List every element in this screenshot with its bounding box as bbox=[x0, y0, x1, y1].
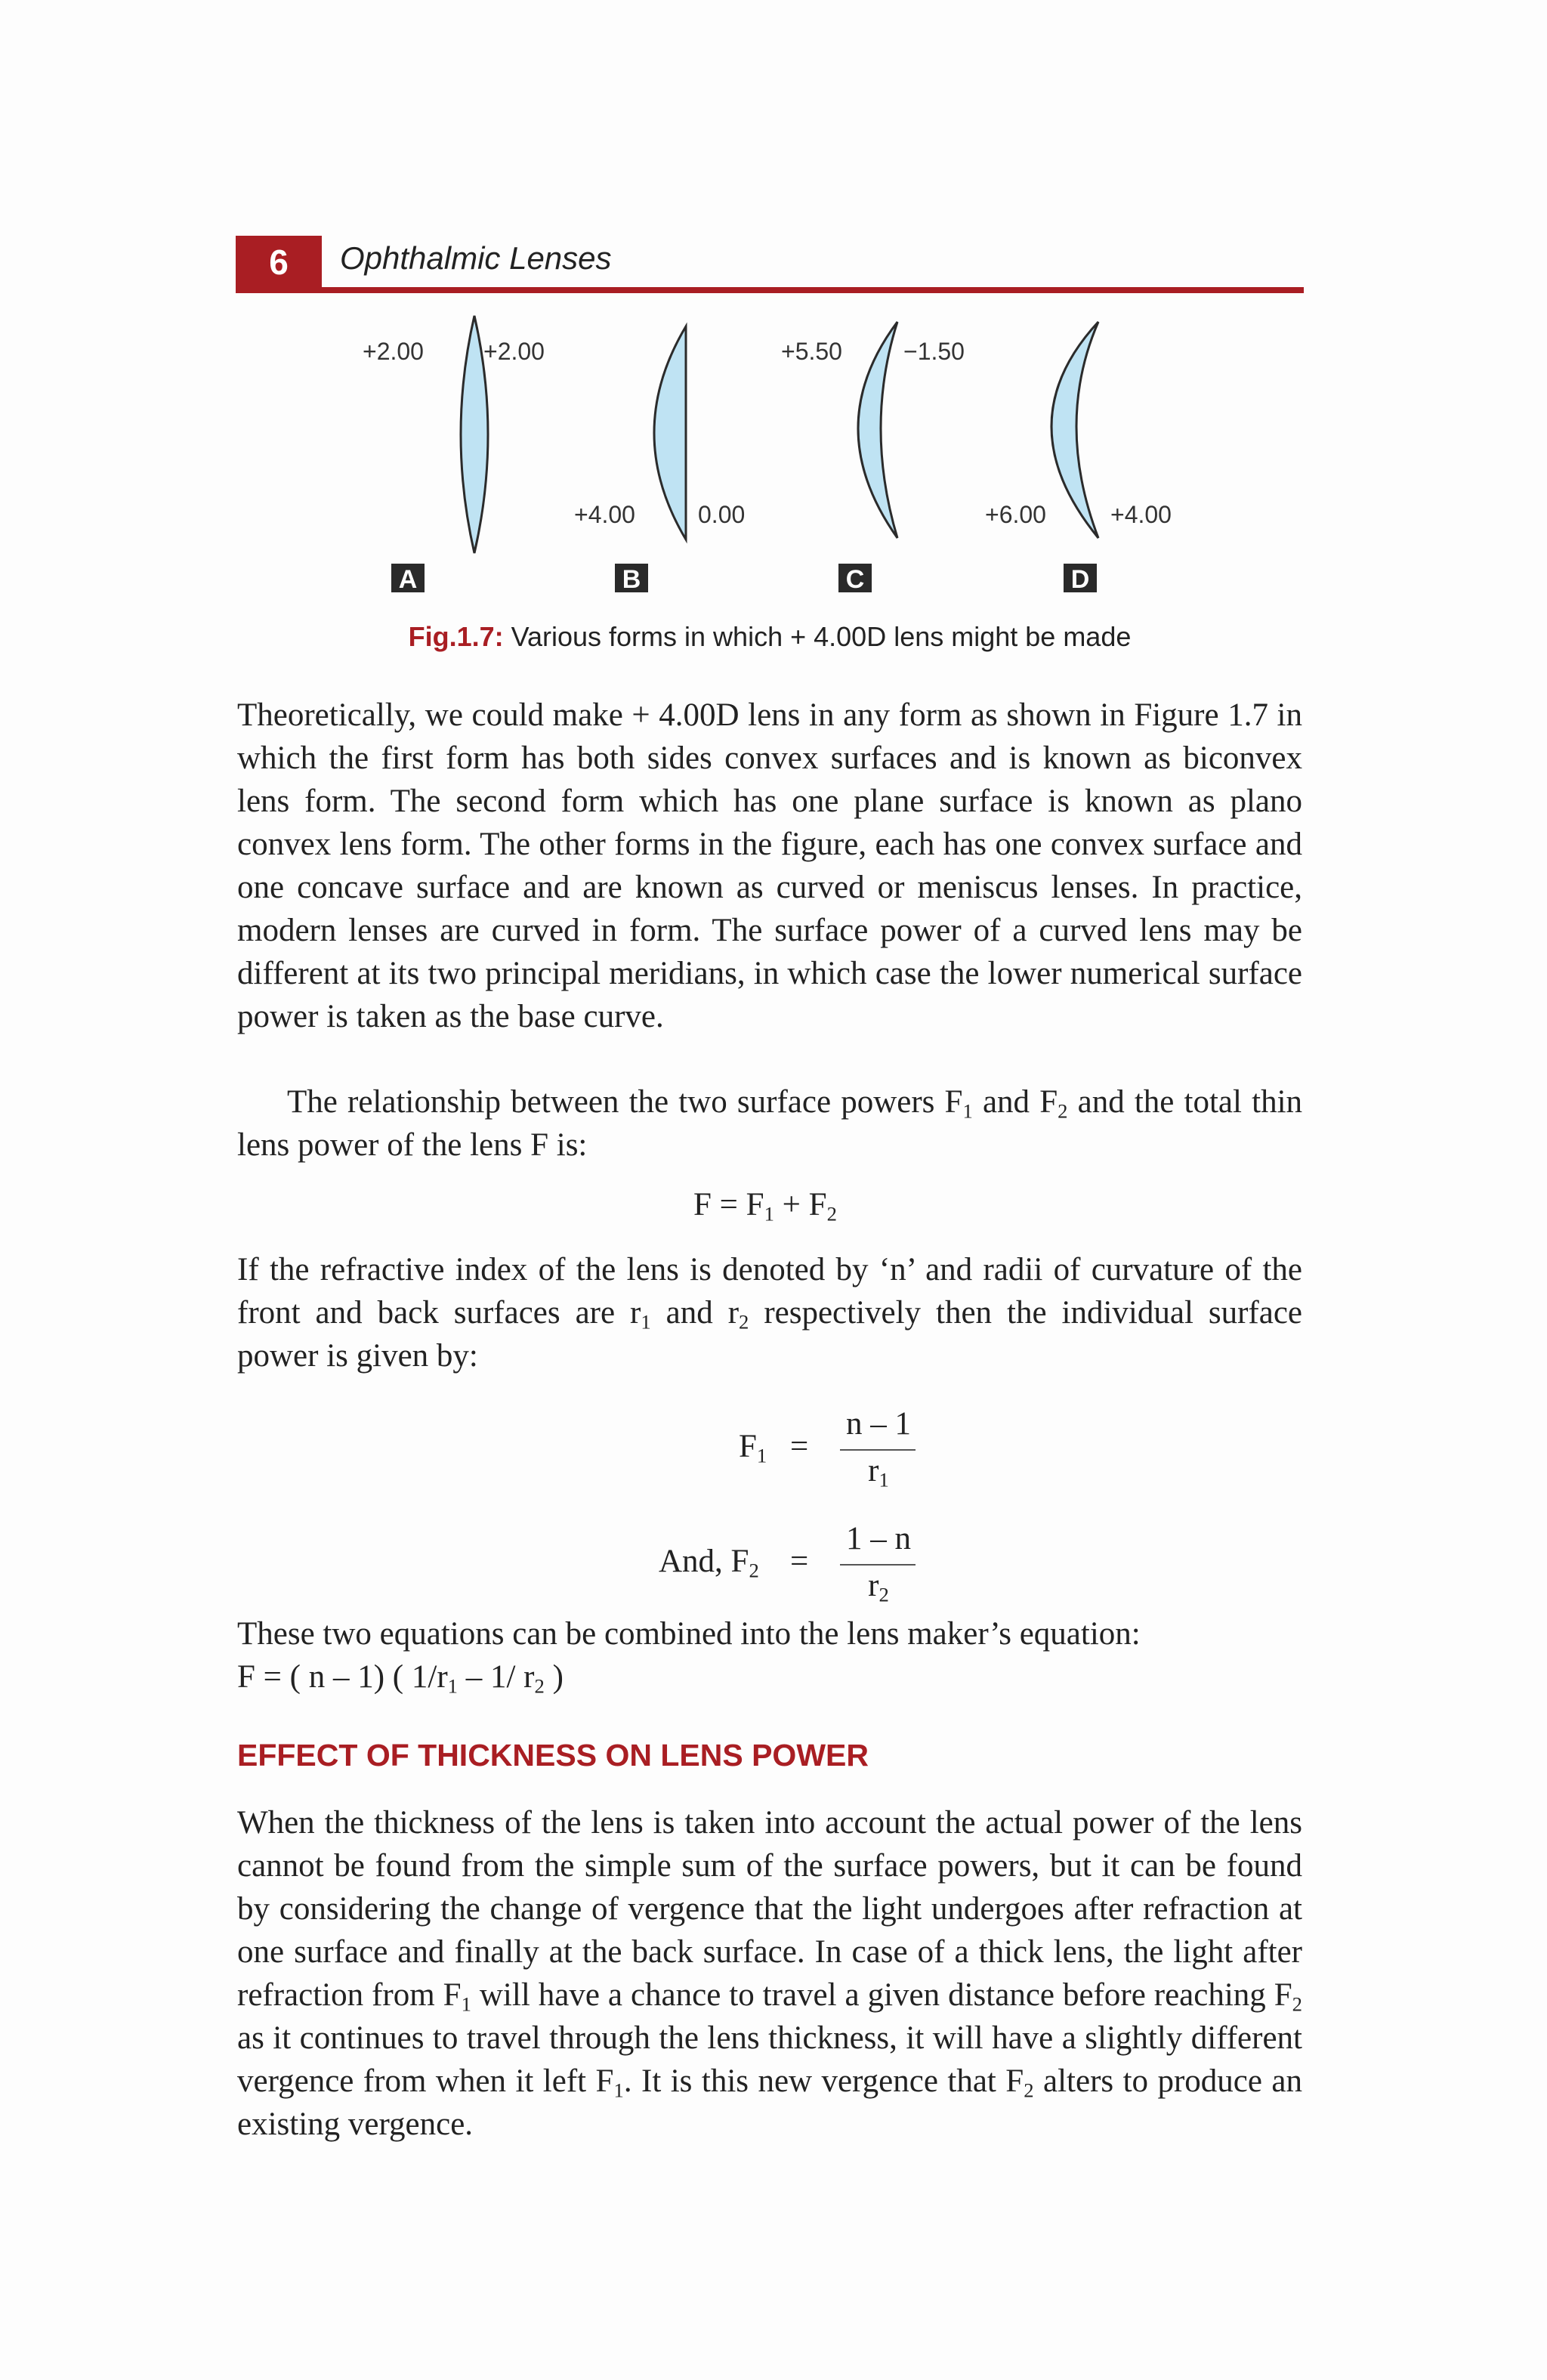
text-run: F = ( n – 1) ( 1/r bbox=[237, 1659, 448, 1695]
figure-caption bbox=[236, 621, 1304, 653]
lens-d bbox=[985, 322, 1172, 594]
equation-f2-denominator bbox=[837, 1567, 920, 1604]
text-run: and F bbox=[972, 1084, 1058, 1120]
equation-f2-equals: = bbox=[790, 1544, 809, 1579]
subscript: 2 bbox=[749, 1559, 759, 1582]
section-heading: EFFECT OF THICKNESS ON LENS POWER bbox=[237, 1738, 869, 1773]
lens-d-shape bbox=[1051, 322, 1098, 538]
paragraph-thickness bbox=[237, 1801, 1302, 2146]
fraction-bar bbox=[840, 1564, 916, 1566]
subscript: 1 bbox=[641, 1310, 651, 1334]
lens-b-left-power: +4.00 bbox=[574, 501, 635, 528]
equation-f1-denominator bbox=[837, 1452, 920, 1489]
subscript: 2 bbox=[739, 1310, 749, 1334]
lens-d-tag: D bbox=[1070, 565, 1090, 594]
subscript: 1 bbox=[756, 1444, 767, 1467]
text-run: . It is this new vergence that F bbox=[623, 2063, 1024, 2099]
equation-total-power bbox=[693, 1186, 837, 1226]
text-run: These two equations can be combined into the lens maker’s equation: bbox=[237, 1616, 1141, 1652]
subscript: 1 bbox=[461, 1992, 471, 2016]
lens-a-right-power: +2.00 bbox=[483, 338, 545, 365]
paragraph-forms: Theoretically, we could make + 4.00D lens in any form as shown in Figure 1.7 in which the first form has both sides convex surfaces and is known as biconvex lens form. The second form which has one plane surface is known as plano convex lens form. The other forms in the figure, each has one convex surface and one concave surface and are known as curved or meniscus lenses. In practice, modern lenses are curved in form. The surface power of a curved lens may be different at its two principal meridians, in which case the lower numerical surface power is taken as the base curve. bbox=[237, 697, 1302, 1034]
text-run: F bbox=[739, 1429, 757, 1464]
text-run: When the thickness of the lens is taken into account the actual power of the lens cannot be found from the simple sum of the surface powers, but it can be found by considering the change of vergence that the light undergoes after refraction at one surface and finally at the back surface. In case of a thick lens, the light after refraction from F bbox=[237, 1805, 1302, 2013]
lens-c-tag: C bbox=[845, 565, 865, 594]
subscript: 1 bbox=[613, 2079, 624, 2102]
header-rule bbox=[236, 287, 1304, 293]
paragraph-refractive-index bbox=[237, 1248, 1302, 1377]
lens-c bbox=[781, 322, 965, 594]
paragraph-lens-maker bbox=[237, 1612, 1302, 1698]
lens-a-tag: A bbox=[398, 565, 418, 594]
subscript: 2 bbox=[1024, 2079, 1034, 2102]
equation-f1-numerator: n – 1 bbox=[846, 1406, 911, 1442]
subscript: 2 bbox=[1292, 1992, 1302, 2016]
text-run: will have a chance to travel a given distance before reaching F bbox=[471, 1977, 1292, 2013]
equation-f2-lhs bbox=[659, 1543, 759, 1580]
text-run: + F bbox=[774, 1187, 827, 1222]
text-run: If the refractive index of the lens is denoted by ‘n’ and radii of curvature of the front and back surfaces are r bbox=[237, 1252, 1302, 1331]
lens-d-left-power: +6.00 bbox=[985, 501, 1046, 528]
subscript: 1 bbox=[447, 1674, 458, 1698]
text-run: as it continues to travel through the lens thickness, it will have a slightly different vergence from when it left F bbox=[237, 2020, 1302, 2099]
text-run: and the total thin lens power of the lens F is: bbox=[237, 1084, 1303, 1163]
lens-c-shape bbox=[858, 322, 897, 538]
equation-f2-numerator: 1 – n bbox=[846, 1521, 911, 1556]
lens-a-left-power: +2.00 bbox=[363, 338, 424, 365]
subscript: 2 bbox=[534, 1674, 545, 1698]
text-run: F = F bbox=[693, 1187, 764, 1222]
page-number: 6 bbox=[236, 236, 322, 289]
equation-f1-lhs bbox=[739, 1428, 767, 1465]
subscript: 1 bbox=[962, 1099, 973, 1123]
text-run: r bbox=[868, 1453, 879, 1488]
text-run: ) bbox=[544, 1659, 564, 1695]
figure-caption-text: Various forms in which + 4.00D lens might be made bbox=[503, 621, 1132, 652]
paragraph-relationship bbox=[237, 1080, 1302, 1167]
lens-c-right-power: −1.50 bbox=[903, 338, 965, 365]
lens-a bbox=[363, 316, 545, 594]
running-header-title: Ophthalmic Lenses bbox=[340, 240, 612, 276]
equation-f1-equals: = bbox=[790, 1429, 809, 1464]
lens-c-left-power: +5.50 bbox=[781, 338, 842, 365]
subscript: 1 bbox=[878, 1468, 889, 1491]
text-run: And, F bbox=[659, 1544, 749, 1579]
lens-b-shape bbox=[654, 326, 686, 539]
text-run: alters to produce an existing vergence. bbox=[237, 2063, 1302, 2142]
subscript: 1 bbox=[764, 1202, 774, 1226]
lens-d-right-power: +4.00 bbox=[1110, 501, 1172, 528]
text-run: and r bbox=[650, 1295, 740, 1331]
subscript: 2 bbox=[878, 1583, 889, 1606]
text-run: respectively then the individual surface power is given by: bbox=[237, 1295, 1302, 1374]
lens-b-tag: B bbox=[622, 565, 641, 594]
lens-b bbox=[574, 326, 745, 594]
lens-forms-figure bbox=[0, 302, 1547, 612]
subscript: 2 bbox=[1058, 1099, 1068, 1123]
text-run: – 1/ r bbox=[457, 1659, 535, 1695]
text-run: r bbox=[868, 1568, 879, 1603]
lens-b-right-power: 0.00 bbox=[698, 501, 746, 528]
fraction-bar bbox=[840, 1449, 916, 1451]
figure-caption-label: Fig.1.7: bbox=[408, 621, 504, 652]
text-run: The relationship between the two surface powers F bbox=[287, 1084, 963, 1120]
subscript: 2 bbox=[826, 1202, 837, 1226]
